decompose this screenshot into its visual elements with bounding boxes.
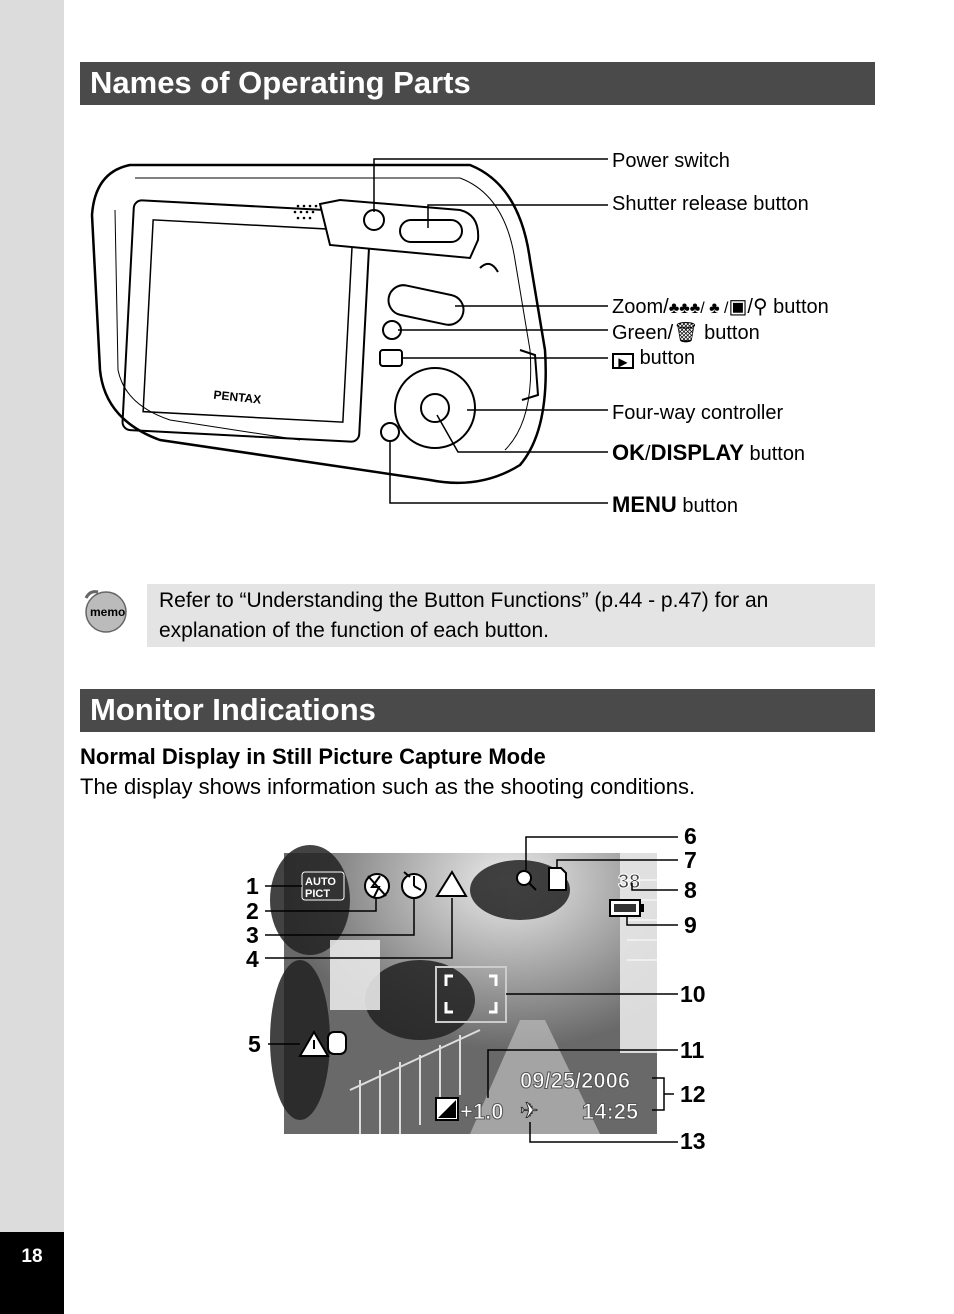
label-zoom-suffix: button (773, 296, 829, 318)
callout-13: 13 (680, 1128, 706, 1154)
memo-line-1: Refer to “Understanding the Button Functions” (p.44 - p.47) for an (159, 589, 769, 612)
label-display: DISPLAY (650, 440, 744, 465)
label-zoom-button: Zoom/♣♣♣/ ♣ /▣/⚲ button (612, 296, 829, 318)
callout-2: 2 (246, 898, 259, 924)
section-title-operating-parts: Names of Operating Parts (80, 62, 875, 105)
date-display: 09/25/2006 (520, 1068, 631, 1093)
page-number: 18 (21, 1246, 43, 1267)
callout-10: 10 (680, 981, 706, 1007)
label-menu: MENU (612, 492, 677, 517)
label-ok: OK (612, 440, 645, 465)
battery-icon (610, 900, 644, 916)
zoom-wide-icon: ♣♣♣/ ♣ / (668, 300, 729, 317)
label-ok-suffix: button (749, 443, 806, 465)
label-power-switch: Power switch (612, 150, 730, 172)
label-playback-suffix: button (639, 347, 696, 369)
callout-5: 5 (248, 1031, 261, 1057)
memory-status-icon (549, 868, 566, 890)
label-green-prefix: Green/ (612, 322, 674, 344)
body-text: The display shows information such as the shooting conditions. (80, 774, 696, 799)
callout-4: 4 (246, 946, 259, 972)
playback-icon: ▶ (612, 353, 634, 369)
callout-7: 7 (684, 847, 697, 873)
ev-value: +1.0 (460, 1099, 504, 1124)
camera-brand-logo: PENTAX (212, 387, 262, 407)
thumbnail-icon: ▣ (728, 296, 748, 318)
callout-1: 1 (246, 873, 259, 899)
world-time-icon: ✈ (520, 1098, 539, 1123)
mode-icon-line1: AUTO (305, 876, 336, 888)
flash-off-icon (365, 874, 389, 898)
memo-line-2: explanation of the function of each button. (159, 619, 549, 642)
time-display: 14:25 (582, 1099, 639, 1124)
subsection-title: Normal Display in Still Picture Capture Mode (80, 744, 546, 769)
callout-3: 3 (246, 922, 259, 948)
trash-icon: 🗑 (673, 322, 699, 344)
memo-icon-label: memo (90, 605, 126, 619)
label-ok-display-button: OK/DISPLAY button (612, 440, 806, 465)
callout-11: 11 (680, 1037, 705, 1063)
callout-8: 8 (684, 877, 697, 903)
label-green-suffix: button (704, 322, 760, 344)
label-menu-suffix: button (682, 495, 738, 517)
label-four-way-controller: Four-way controller (612, 402, 784, 424)
callout-9: 9 (684, 912, 697, 938)
magnifier-icon: ⚲ (752, 296, 768, 318)
callout-6: 6 (684, 823, 697, 849)
label-shutter-release: Shutter release button (612, 193, 809, 215)
mode-icon-line2: PICT (305, 888, 331, 900)
label-zoom-prefix: Zoom/ (612, 296, 669, 318)
ev-compensation-icon (436, 1098, 458, 1120)
section-title-monitor-indications: Monitor Indications (80, 689, 875, 732)
remaining-shots: 38 (618, 871, 641, 893)
callout-12: 12 (680, 1081, 706, 1107)
